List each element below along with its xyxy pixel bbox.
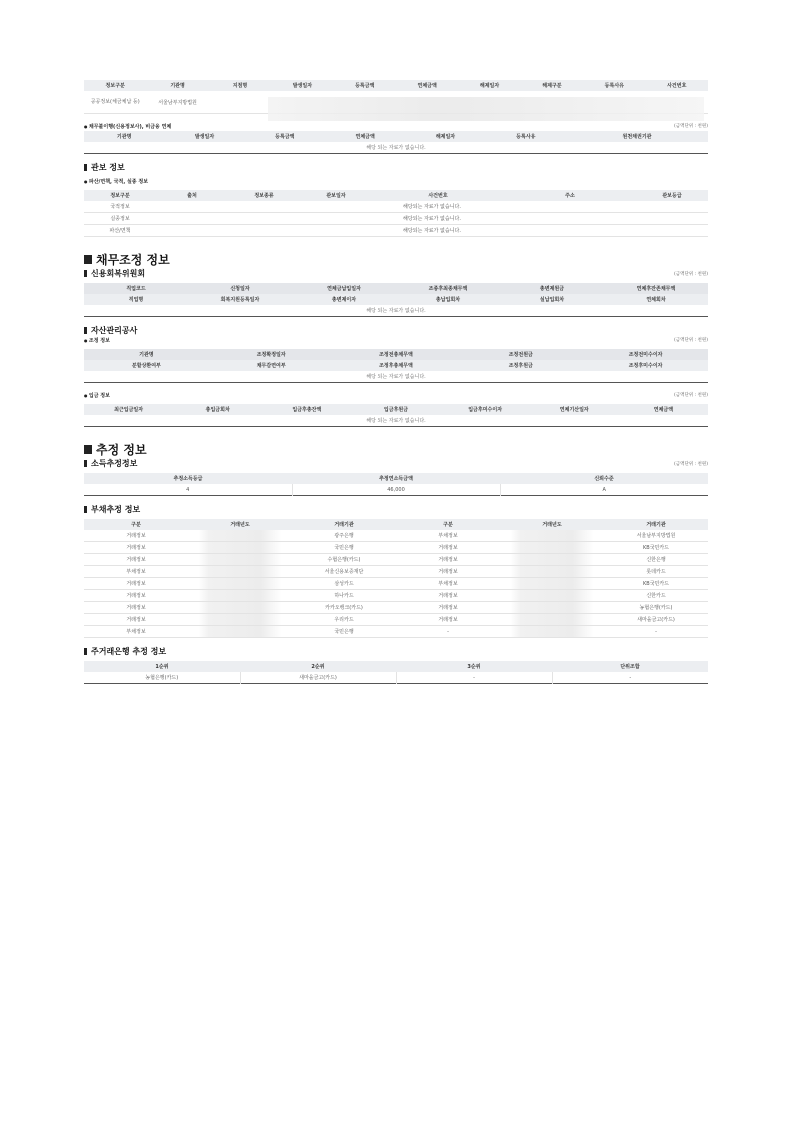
table-cell: 농협은행(카드) — [604, 602, 708, 614]
empty-message: 해당 되는 자료가 없습니다. — [366, 374, 426, 380]
col-header: 등록사유 — [486, 131, 566, 142]
col-header: 지점명 — [209, 80, 271, 91]
empty-message: 해당되는 자료가 없습니다. — [156, 201, 708, 213]
col-header: 정보구분 — [84, 190, 156, 201]
col-header: 조정확정일자 — [209, 349, 334, 360]
col-header: 입금후미수이자 — [441, 404, 530, 415]
table-cell: 부채정보 — [396, 578, 500, 590]
table-cell: 거래정보 — [396, 590, 500, 602]
col-header: 해제구분 — [521, 80, 583, 91]
kamco-adjust-table — [84, 349, 708, 383]
ccrs-table — [84, 283, 708, 317]
col-header: 연체금액 — [619, 404, 708, 415]
trade-year-cell — [188, 614, 292, 626]
table-cell: 신한카드 — [604, 590, 708, 602]
col-header: 추정소득등급 — [84, 473, 292, 484]
table-row — [84, 626, 708, 638]
col-header: 거래년도 — [188, 519, 292, 530]
table-cell: 거래정보 — [84, 602, 188, 614]
col-header: 기관명 — [84, 131, 164, 142]
col-header: 회복지원등록일자 — [188, 294, 292, 305]
estimate-title: 추정 정보 — [84, 443, 708, 458]
trade-year-cell — [500, 542, 604, 554]
col-header: 거래년도 — [500, 519, 604, 530]
col-header: 총납입회차 — [396, 294, 500, 305]
org-cell: 서울남부지방법원 — [146, 91, 208, 114]
col-header: 연체기산일자 — [530, 404, 619, 415]
table-cell: 수협은행(카드) — [292, 554, 396, 566]
table-cell: 국민은행 — [292, 542, 396, 554]
table-cell: KB국민카드 — [604, 542, 708, 554]
table-cell: 거래정보 — [396, 602, 500, 614]
table-row — [84, 542, 708, 554]
col-header: 채무감면여부 — [209, 360, 334, 371]
debt-default-title: ● 채무불이행(신용정보사), 비금융 연체 — [84, 122, 171, 131]
col-header: 연체금납입일자 — [292, 283, 396, 294]
empty-message: 해당 되는 자료가 없습니다. — [366, 145, 426, 151]
rank-1-bank: 농협은행(카드) — [84, 672, 240, 684]
debt-adjust-title: 채무조정 정보 — [84, 253, 708, 268]
trade-year-cell — [188, 602, 292, 614]
income-title: 소득추정정보 — [84, 458, 137, 469]
col-header: 등록금액 — [334, 80, 396, 91]
table-cell: KB국민카드 — [604, 578, 708, 590]
empty-message: 해당 되는 자료가 없습니다. — [366, 308, 426, 314]
redaction-mask — [268, 97, 704, 121]
gwanbo-type: 실종정보 — [84, 213, 156, 225]
table-cell: 부채정보 — [84, 566, 188, 578]
col-header: 기관명 — [146, 80, 208, 91]
table-row — [84, 554, 708, 566]
col-header: 정보구분 — [84, 80, 146, 91]
unit-label: (금액단위 : 천원) — [674, 462, 708, 467]
col-header: 조정후총채무액 — [334, 360, 459, 371]
rank-3-bank: - — [396, 672, 552, 684]
table-cell: 카카오뱅크(카드) — [292, 602, 396, 614]
table-row — [84, 590, 708, 602]
table-row — [84, 614, 708, 626]
table-cell: 거래정보 — [84, 614, 188, 626]
confidence-level: A — [602, 486, 606, 493]
col-header: 등록금액 — [245, 131, 325, 142]
table-cell: 광주은행 — [292, 530, 396, 542]
col-header: 신뢰수준 — [500, 473, 708, 484]
liability-table — [84, 519, 708, 638]
col-header: 3순위 — [396, 661, 552, 672]
table-cell: 거래정보 — [396, 614, 500, 626]
col-header: 정보종류 — [228, 190, 300, 201]
table-cell: 거래정보 — [84, 542, 188, 554]
table-row — [84, 530, 708, 542]
adjust-info-title: ● 조정 정보 — [84, 336, 110, 345]
trade-year-cell — [500, 590, 604, 602]
unit-label: (금액단위 : 천원) — [674, 272, 708, 277]
kamco-payment-table — [84, 404, 708, 427]
table-cell: 신한은행 — [604, 554, 708, 566]
col-header: 거래기관 — [604, 519, 708, 530]
col-header: 입금후총잔액 — [262, 404, 351, 415]
table-cell: 거래정보 — [396, 542, 500, 554]
col-header: 신청일자 — [188, 283, 292, 294]
table-cell: 부채정보 — [84, 626, 188, 638]
payment-info-title: ● 입금 정보 — [84, 391, 110, 400]
table-cell: 하나카드 — [292, 590, 396, 602]
col-header: 해제일자 — [458, 80, 520, 91]
trade-year-cell — [188, 542, 292, 554]
table-cell: - — [604, 626, 708, 638]
col-header: 최근입금일자 — [84, 404, 173, 415]
empty-message: 해당되는 자료가 없습니다. — [156, 225, 708, 237]
income-table — [84, 473, 708, 496]
main-bank-table — [84, 661, 708, 684]
table-cell: 서울남부지방법원 — [604, 530, 708, 542]
info-type-cell: 공공정보(체금체납 등) — [84, 91, 146, 114]
table-cell: 새마을금고(카드) — [604, 614, 708, 626]
gwanbo-table — [84, 190, 708, 237]
report-page — [84, 80, 708, 684]
table-cell: 삼성카드 — [292, 578, 396, 590]
trade-year-cell — [500, 554, 604, 566]
empty-message: 해당되는 자료가 없습니다. — [156, 213, 708, 225]
debt-default-table — [84, 131, 708, 154]
trade-year-cell — [500, 578, 604, 590]
trade-year-cell — [188, 530, 292, 542]
main-bank-title: 주거래은행 추정 정보 — [84, 646, 708, 657]
trade-year-cell — [500, 602, 604, 614]
col-header: 분할상환여부 — [84, 360, 209, 371]
col-header: 단위조합 — [552, 661, 708, 672]
unit-label: (금액단위 : 천원) — [674, 393, 708, 398]
col-header: 실납입회차 — [500, 294, 604, 305]
unit-label: (금액단위 : 천원) — [674, 124, 708, 129]
table-row — [84, 566, 708, 578]
gwanbo-type: 파산/면책 — [84, 225, 156, 237]
gwanbo-type: 국적정보 — [84, 201, 156, 213]
col-header: 등록사유 — [583, 80, 645, 91]
col-header: 1순위 — [84, 661, 240, 672]
trade-year-cell — [188, 566, 292, 578]
empty-message: 해당 되는 자료가 없습니다. — [366, 418, 426, 424]
col-header: 사건번호 — [646, 80, 708, 91]
col-header: 추정연소득금액 — [292, 473, 500, 484]
ccrs-title: 신용회복위원회 — [84, 268, 145, 279]
col-header: 조정후원금 — [458, 360, 583, 371]
gwanbo-title: 관보 정보 — [84, 162, 708, 173]
col-header: 연체후잔존채무액 — [604, 283, 708, 294]
gwanbo-subtitle: ● 파산/면책, 국적, 실종 정보 — [84, 177, 708, 186]
col-header: 총변제원금 — [500, 283, 604, 294]
col-header: 연체금액 — [325, 131, 405, 142]
income-grade: 4 — [84, 484, 292, 496]
col-header: 발생일자 — [271, 80, 333, 91]
unit-label: (금액단위 : 천원) — [674, 338, 708, 343]
trade-year-cell — [188, 578, 292, 590]
union-bank: - — [629, 674, 632, 681]
rank-2-bank: 새마을금고(카드) — [240, 672, 396, 684]
liability-title: 부채추정 정보 — [84, 504, 708, 515]
table-cell: 거래정보 — [84, 578, 188, 590]
col-header: 조정전원금 — [458, 349, 583, 360]
table-cell: - — [396, 626, 500, 638]
col-header: 2순위 — [240, 661, 396, 672]
col-header: 관보등급 — [636, 190, 708, 201]
trade-year-cell — [188, 626, 292, 638]
col-header: 구분 — [84, 519, 188, 530]
col-header: 조정전미수이자 — [583, 349, 708, 360]
col-header: 연체회차 — [604, 294, 708, 305]
col-header: 직업코드 — [84, 283, 188, 294]
col-header: 입금후원금 — [351, 404, 440, 415]
table-cell: 부채정보 — [396, 530, 500, 542]
trade-year-cell — [188, 590, 292, 602]
table-row — [84, 602, 708, 614]
col-header: 발생일자 — [164, 131, 244, 142]
table-cell: 거래정보 — [84, 530, 188, 542]
col-header: 연체금액 — [396, 80, 458, 91]
col-header: 직업명 — [84, 294, 188, 305]
income-amount: 46,000 — [292, 484, 500, 496]
table-cell: 거래정보 — [84, 554, 188, 566]
trade-year-cell — [188, 554, 292, 566]
col-header: 총입금회차 — [173, 404, 262, 415]
table-cell: 우리카드 — [292, 614, 396, 626]
col-header: 조정전총채무액 — [334, 349, 459, 360]
col-header: 총변제이자 — [292, 294, 396, 305]
table-cell: 국민은행 — [292, 626, 396, 638]
col-header: 원천채권기관 — [566, 131, 708, 142]
col-header: 구분 — [396, 519, 500, 530]
col-header: 거래기관 — [292, 519, 396, 530]
trade-year-cell — [500, 530, 604, 542]
col-header: 조종후최종채무액 — [396, 283, 500, 294]
table-row — [84, 578, 708, 590]
trade-year-cell — [500, 566, 604, 578]
public-info-header — [84, 80, 708, 91]
table-cell: 서울신용보증재단 — [292, 566, 396, 578]
table-cell: 거래정보 — [396, 566, 500, 578]
col-header: 사건번호 — [372, 190, 504, 201]
col-header: 주소 — [504, 190, 636, 201]
table-cell: 거래정보 — [84, 590, 188, 602]
trade-year-cell — [500, 626, 604, 638]
table-cell: 롯데카드 — [604, 566, 708, 578]
col-header: 해제일자 — [405, 131, 485, 142]
trade-year-cell — [500, 614, 604, 626]
kamco-title: 자산관리공사 — [84, 325, 708, 336]
col-header: 기관명 — [84, 349, 209, 360]
col-header: 관보일자 — [300, 190, 372, 201]
col-header: 출처 — [156, 190, 228, 201]
col-header: 조정후미수이자 — [583, 360, 708, 371]
table-cell: 거래정보 — [396, 554, 500, 566]
